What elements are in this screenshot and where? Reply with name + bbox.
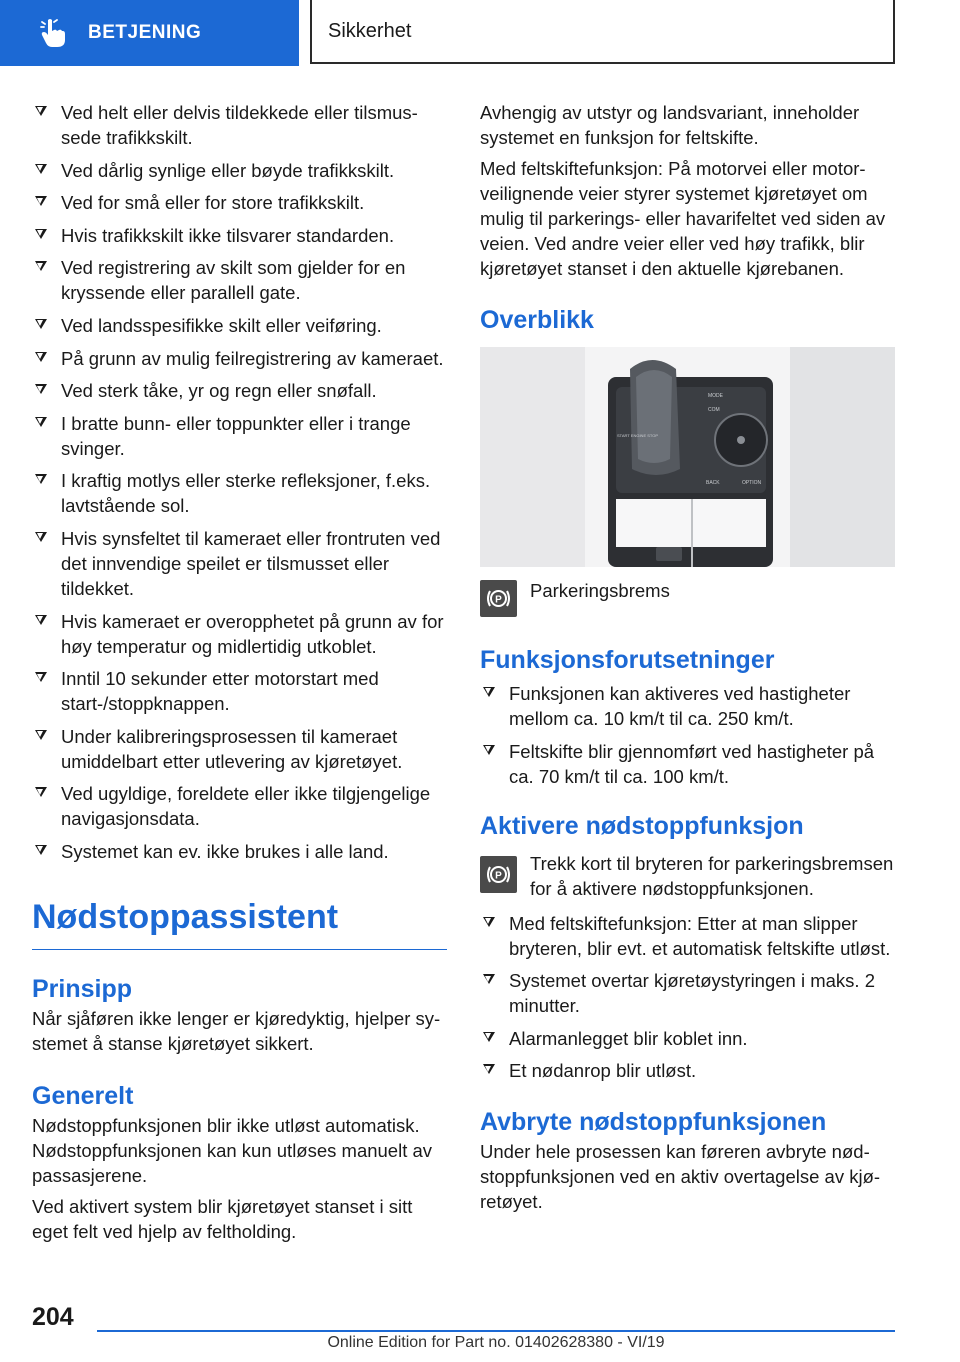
photo-label-start: START ENGINE STOP <box>617 433 659 438</box>
intro-paragraph: Med feltskiftefunksjon: På motorvei eller motorveilignende veier styrer systemet kjøretøyet om mulig til parkerings- eller havarifeltet ved siden av veien. Ved andre veier eller ved høy trafikk, blir kjøretøyet stanset i den aktuelle kjørebanen. <box>480 158 886 279</box>
bullet-triangle-icon <box>483 1032 495 1042</box>
list-item: Ved landsspesifikke skilt eller veiføring. <box>32 313 447 338</box>
general-paragraph: Ved aktivert system blir kjøretøyet stanset i sitt eget felt ved hjelp av feltholding. <box>32 1195 413 1242</box>
bullet-triangle-icon <box>35 672 47 682</box>
bullet-triangle-icon <box>35 164 47 174</box>
bullet-triangle-icon <box>35 474 47 484</box>
parking-brake-label: Parkeringsbrems <box>530 580 670 601</box>
chapter-header <box>310 0 895 64</box>
bullet-triangle-icon <box>35 261 47 271</box>
bullet-triangle-icon <box>35 352 47 362</box>
bullet-triangle-icon <box>35 532 47 542</box>
overview-heading: Overblikk <box>480 306 594 334</box>
list-item: Ved helt eller delvis tildekkede eller tilsmussede trafikkskilt. <box>32 100 447 150</box>
requirements-list <box>480 681 898 789</box>
bullet-triangle-icon <box>483 1064 495 1074</box>
list-item: Under kalibreringsprosessen til kameraet umiddelbart etter utlevering av kjøretøyet. <box>32 724 447 774</box>
bullet-triangle-icon <box>35 319 47 329</box>
svg-text:P: P <box>495 594 502 606</box>
main-heading: Nødstoppassistent <box>32 897 447 950</box>
general-heading: Generelt <box>32 1081 134 1110</box>
photo-label-back: BACK <box>706 480 720 486</box>
list-item: Inntil 10 sekunder etter motorstart med start-/stoppknappen. <box>32 666 447 716</box>
intro-paragraph: Avhengig av utstyr og landsvariant, inneholder systemet en funksjon for feltskifte. <box>480 102 860 148</box>
bullet-triangle-icon <box>483 687 495 697</box>
photo-label-comfort: COM <box>708 407 720 413</box>
list-item: Alarmanlegget blir koblet inn. <box>480 1026 898 1051</box>
bullet-triangle-icon <box>483 917 495 927</box>
activate-instruction-text: Trekk kort til bryteren for parkeringsbremsen for å aktivere nødstoppfunksjonen. <box>530 852 894 899</box>
page-number: 204 <box>32 1303 74 1331</box>
section-tab-label: BETJENING <box>88 22 202 43</box>
hand-pointer-icon <box>40 18 66 48</box>
list-item: Et nødanrop blir utløst. <box>480 1058 898 1083</box>
left-column <box>32 100 447 1250</box>
bullet-triangle-icon <box>35 845 47 855</box>
center-console-illustration <box>480 347 895 567</box>
general-paragraph: Nødstoppfunksjonen blir ikke utløst automatisk. Nødstoppfunksjonen kan kun utløses manuelt av passasjerene. <box>32 1114 433 1186</box>
bullet-triangle-icon <box>483 974 495 984</box>
cancel-heading: Avbryte nødstoppfunksjonen <box>480 1108 827 1137</box>
bullet-triangle-icon <box>35 730 47 740</box>
parking-brake-icon <box>480 580 517 617</box>
list-item: I kraftig motlys eller sterke refleksjoner, f.eks. lavtstående sol. <box>32 468 447 518</box>
parking-brake-icon <box>480 856 517 893</box>
list-item: Ved ugyldige, foreldete eller ikke tilgjengelige navigasjonsdata. <box>32 781 447 831</box>
photo-label-mode: MODE <box>708 393 723 399</box>
list-item: Funksjonen kan aktiveres ved hastigheter mellom ca. 10 km/t til ca. 250 km/t. <box>480 681 898 731</box>
list-item: På grunn av mulig feilregistrering av kameraet. <box>32 346 447 371</box>
bullet-triangle-icon <box>35 787 47 797</box>
activate-list <box>480 911 898 1084</box>
activate-heading: Aktivere nødstoppfunksjon <box>480 811 804 840</box>
activate-instruction <box>480 851 898 901</box>
svg-text:P: P <box>495 870 502 882</box>
list-item: Hvis kameraet er overopphetet på grunn av for høy temperatur og midlertidig utkoblet. <box>32 609 447 659</box>
list-item: I bratte bunn- eller toppunkter eller i trange svinger. <box>32 411 447 461</box>
section-tab <box>0 0 299 66</box>
principle-heading: Prinsipp <box>32 974 133 1003</box>
list-item: Ved registrering av skilt som gjelder for en kryssende eller parallell gate. <box>32 255 447 305</box>
list-item: Feltskifte blir gjennomført ved hastigheter på ca. 70 km/t til ca. 100 km/t. <box>480 739 898 789</box>
bullet-triangle-icon <box>35 229 47 239</box>
footer-divider <box>97 1330 895 1332</box>
center-console-photo <box>480 347 895 567</box>
bullet-triangle-icon <box>35 615 47 625</box>
list-item: Ved dårlig synlige eller bøyde trafikkskilt. <box>32 158 447 183</box>
limitations-list <box>32 100 447 864</box>
photo-label-option: OPTION <box>742 480 762 486</box>
chapter-title: Sikkerhet <box>328 19 412 42</box>
footer-edition: Online Edition for Part no. 01402628380 - VI/19 <box>327 1334 665 1351</box>
principle-text: Når sjåføren ikke lenger er kjøredyktig, hjelper systemet å stanse kjøretøyet sikkert. <box>32 1007 441 1054</box>
list-item: Med feltskiftefunksjon: Etter at man slipper bryteren, blir evt. et automatisk feltskifte utløst. <box>480 911 898 961</box>
list-item: Hvis trafikkskilt ikke tilsvarer standarden. <box>32 223 447 248</box>
bullet-triangle-icon <box>35 384 47 394</box>
list-item: Systemet overtar kjøretøystyringen i maks. 2 minutter. <box>480 968 898 1018</box>
list-item: Ved sterk tåke, yr og regn eller snøfall. <box>32 378 447 403</box>
bullet-triangle-icon <box>35 106 47 116</box>
bullet-triangle-icon <box>35 417 47 427</box>
bullet-triangle-icon <box>35 196 47 206</box>
parking-brake-legend <box>480 580 898 617</box>
right-column <box>480 100 898 1220</box>
requirements-heading: Funksjonsforutsetninger <box>480 646 775 674</box>
cancel-text: Under hele prosessen kan føreren avbryte nødstoppfunksjonen ved en aktiv overtagelse av kjøretøyet. <box>480 1141 881 1213</box>
bullet-triangle-icon <box>483 745 495 755</box>
list-item: Ved for små eller for store trafikkskilt. <box>32 190 447 215</box>
list-item: Hvis synsfeltet til kameraet eller frontruten ved det innvendige speilet er tilsmusset eller tildekket. <box>32 526 447 601</box>
list-item: Systemet kan ev. ikke brukes i alle land. <box>32 839 447 864</box>
